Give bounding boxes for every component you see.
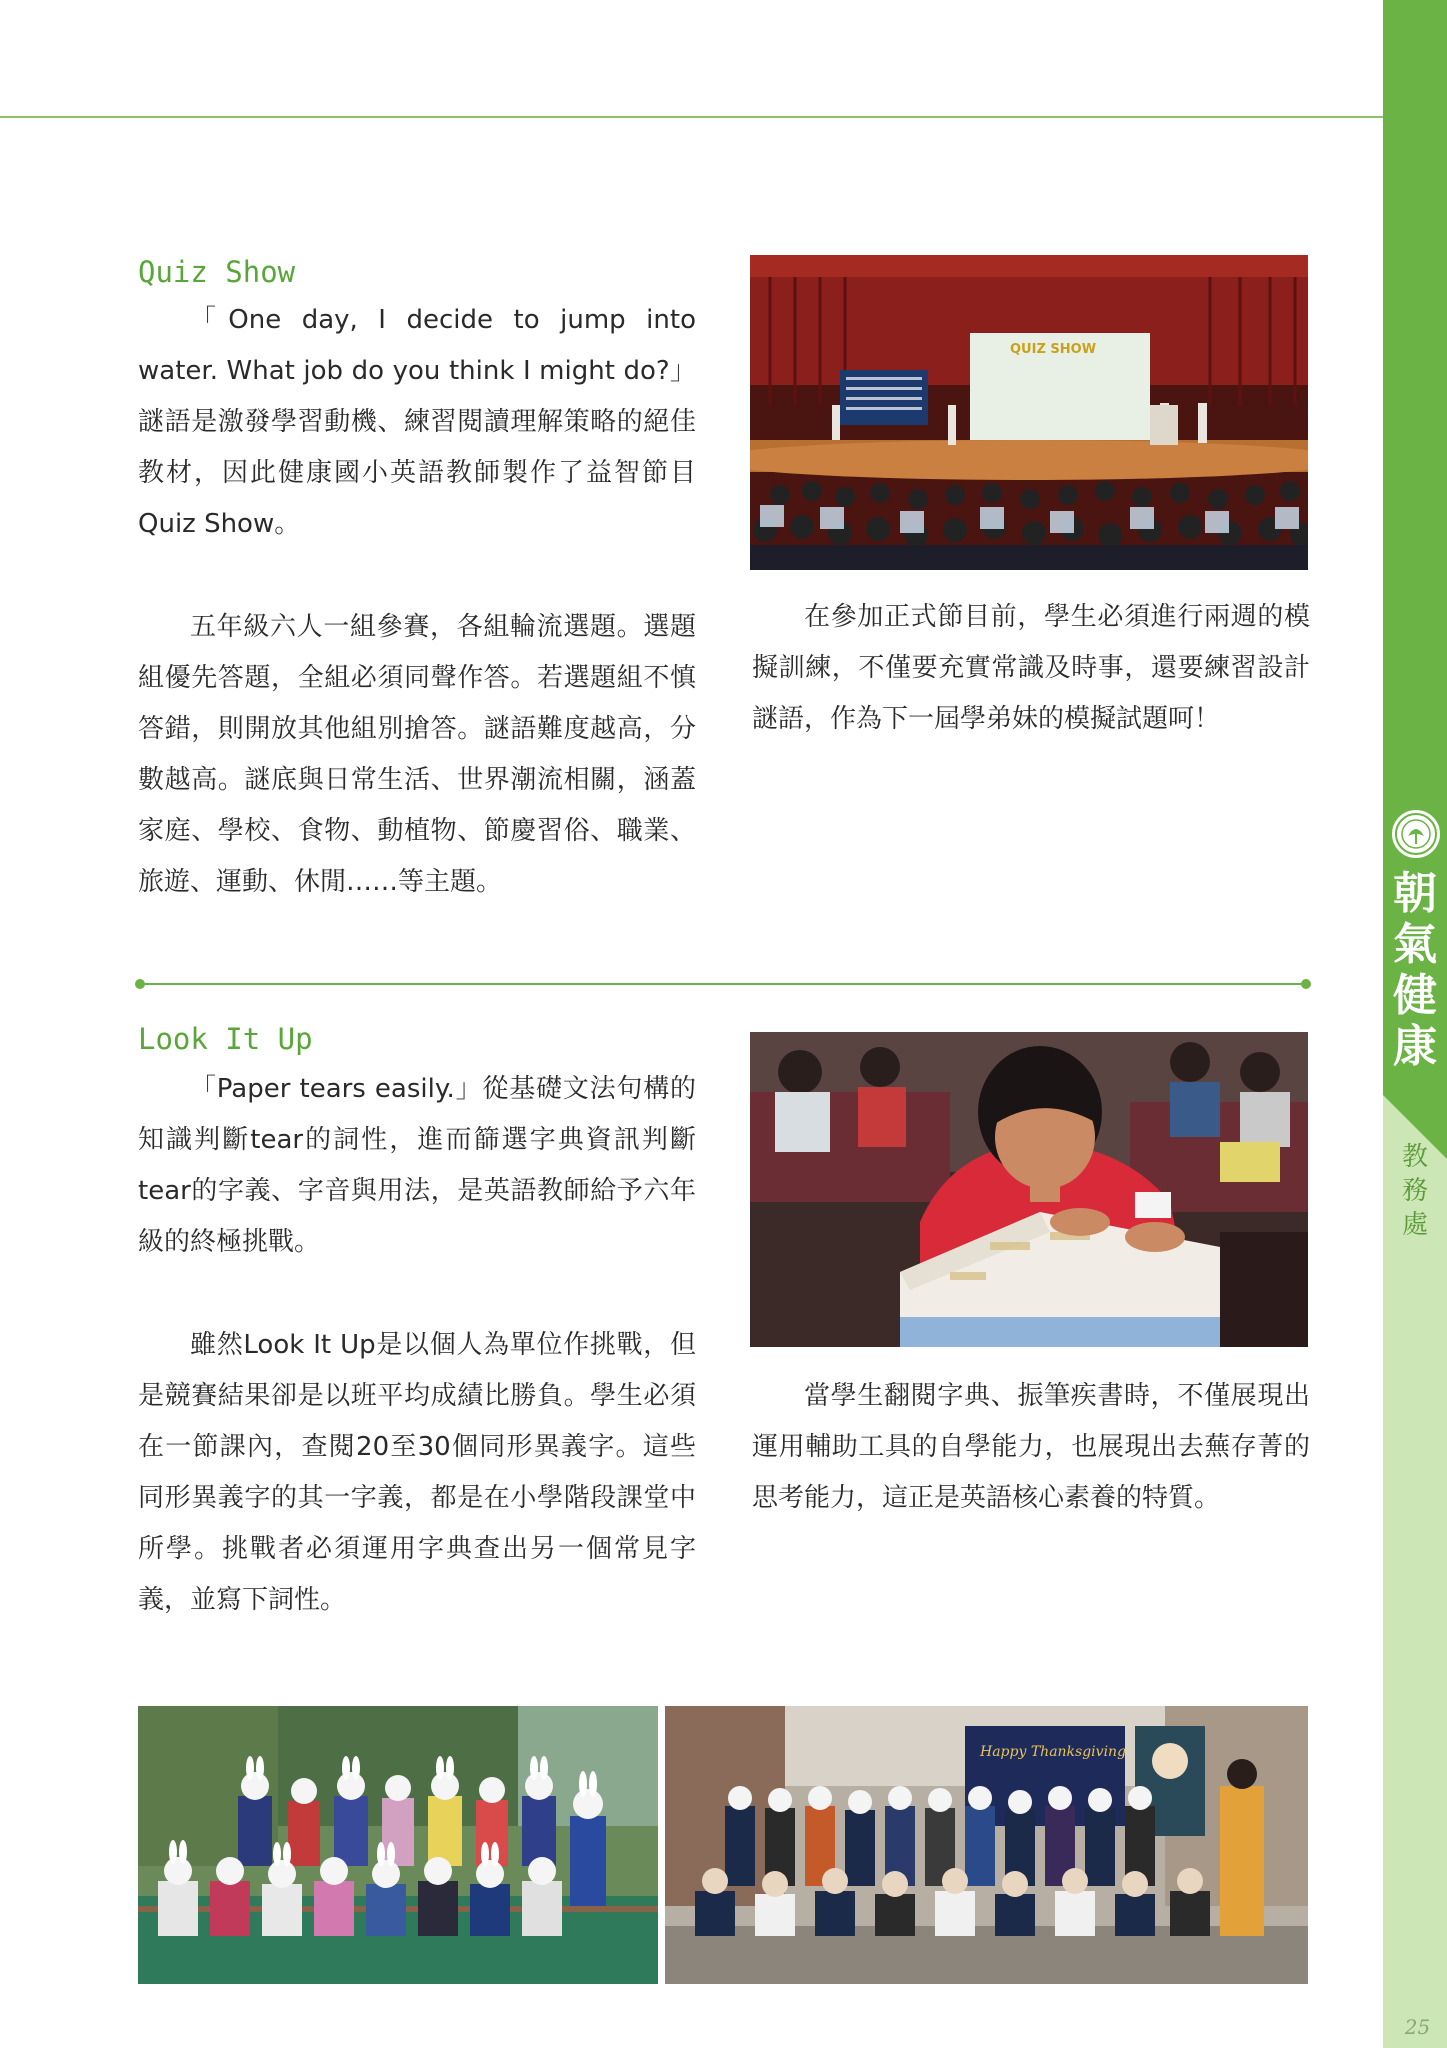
look-it-up-text-1 <box>138 1064 696 1268</box>
quiz-show-text-3 <box>752 592 1310 745</box>
look-it-up-heading: Look It Up <box>138 1022 313 1056</box>
sidebar-department: 教 務 處 <box>1401 1142 1428 1240</box>
right-sidebar <box>1383 0 1447 2048</box>
look-it-up-paragraph-3: 當學生翻閱字典、振筆疾書時，不僅展現出運用輔助工具的自學能力，也展現出去蕪存菁的思考能力，這正是英語核心素養的特質。 <box>752 1381 1310 1513</box>
divider-dot-right <box>1301 979 1311 989</box>
divider-dot-left <box>135 979 145 989</box>
easter-group-photo <box>138 1706 658 1984</box>
quiz-show-heading: Quiz Show <box>138 255 296 289</box>
sidebar-title: 朝 氣 健 康 <box>1393 868 1437 1072</box>
look-it-up-text-2 <box>138 1320 696 1626</box>
page-number: 25 <box>1404 2015 1431 2039</box>
thanksgiving-group-photo <box>665 1706 1308 1984</box>
dictionary-student-photo <box>750 1032 1308 1347</box>
look-it-up-text-3 <box>752 1371 1310 1524</box>
quiz-show-text-2 <box>138 602 696 908</box>
thanksgiving-banner-text: Happy Thanksgiving <box>980 1744 1127 1760</box>
top-rule <box>0 116 1383 118</box>
quiz-show-stage-photo <box>750 255 1308 570</box>
look-it-up-paragraph-2: 雖然Look It Up是以個人為單位作挑戰，但是競賽結果卻是以班平均成績比勝負。學生必須在一節課內，查閱20至30個同形異義字。這些同形異義字的其一字義，都是在小學階段課堂中所學。挑戰者必須運用字典查出另一個常見字義，並寫下詞性。 <box>138 1330 696 1615</box>
section-divider <box>138 983 1308 985</box>
stage-screen-text: QUIZ SHOW <box>1010 342 1097 357</box>
quiz-show-paragraph-2: 五年級六人一組參賽，各組輪流選題。選題組優先答題，全組必須同聲作答。若選題組不慎答錯，則開放其他組別搶答。謎語難度越高，分數越高。謎底與日常生活、世界潮流相關，涵蓋家庭、學校、食物、動植物、節慶習俗、職業、旅遊、運動、休閒……等主題。 <box>138 612 696 897</box>
quiz-show-paragraph-1: 「One day, I decide to jump into water. What job do you think I might do?」謎語是激發學習動機、練習閱讀理解策略的絕佳教材，因此健康國小英語教師製作了益智節目Quiz Show。 <box>138 305 696 539</box>
school-emblem-icon <box>1392 810 1440 858</box>
quiz-show-paragraph-3: 在參加正式節目前，學生必須進行兩週的模擬訓練，不僅要充實常識及時事，還要練習設計謎語，作為下一屆學弟妹的模擬試題呵！ <box>752 602 1310 734</box>
quiz-show-text-1 <box>138 295 696 550</box>
look-it-up-paragraph-1: 「Paper tears easily.」從基礎文法句構的知識判斷tear的詞性，進而篩選字典資訊判斷tear的字義、字音與用法，是英語教師給予六年級的終極挑戰。 <box>138 1074 696 1257</box>
